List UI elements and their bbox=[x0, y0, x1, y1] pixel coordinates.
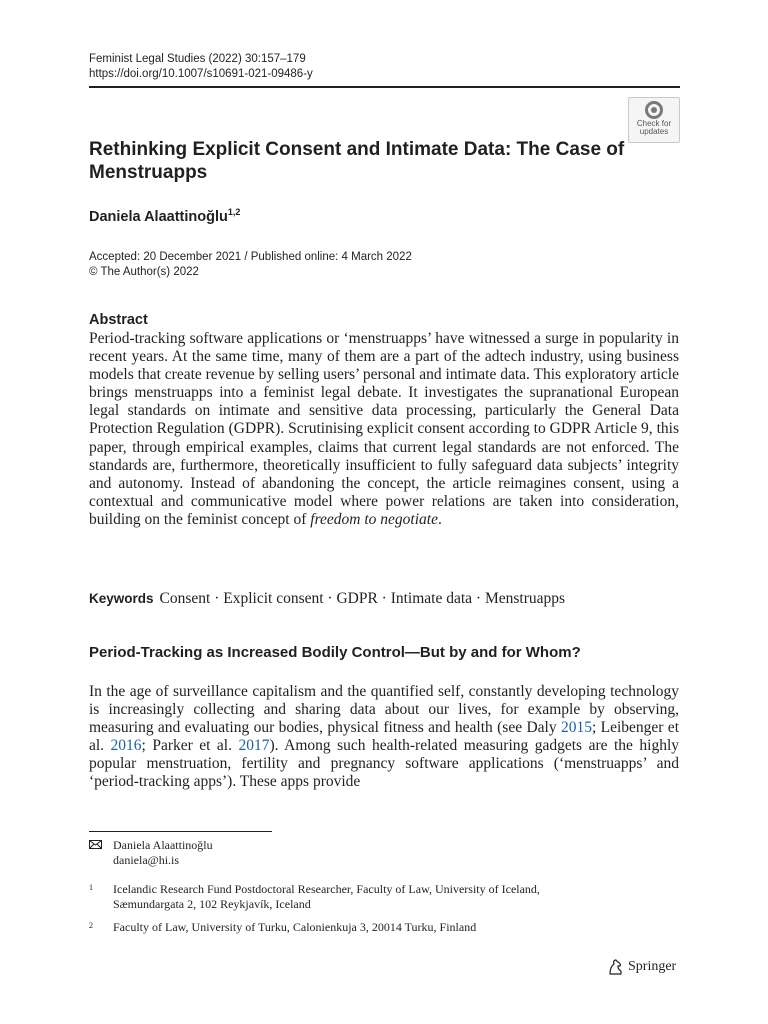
copyright: © The Author(s) 2022 bbox=[89, 266, 199, 278]
publication-dates bbox=[89, 250, 412, 280]
para-text-2: ; Leibenger et al. bbox=[89, 719, 679, 755]
abstract-end: . bbox=[437, 510, 442, 528]
article-title: Rethinking Explicit Consent and Intimate Data: The Case of Menstruapps bbox=[89, 139, 625, 183]
author-line bbox=[89, 207, 240, 225]
abstract-body: Period-tracking software applications or ‘menstruapps’ have witnessed a surge in popularity in recent years. At the same time, many of them are a part of the adtech industry, using business models that create revenue by selling users’ personal and intimate data. This exploratory article brings menstruapps into a feminist legal debate. It investigates the supranational European legal standards on intimate and sensitive data processing, particularly the General Data Protection Regulation (GDPR). Scrutinising explicit consent according to GDPR Article 9, this paper, through empirical examples, claims that current legal standards are not enforced. The standards are, furthermore, theoretically insufficient to fully safeguard data subjects’ integrity and autonomy. Instead of abandoning the concept, the article reimagines consent, using a contextual and communicative model where power relations are taken into consideration, building on the feminist concept of bbox=[89, 330, 679, 528]
abstract-italic-term: freedom to negotiate bbox=[310, 510, 438, 528]
citation-link-leibenger[interactable]: 2016 bbox=[110, 737, 142, 755]
abstract-heading: Abstract bbox=[89, 312, 148, 328]
crossmark-icon bbox=[645, 101, 663, 119]
keywords-list: Consent · Explicit consent · GDPR · Intimate data · Menstruapps bbox=[159, 590, 566, 607]
badge-line-2: updates bbox=[639, 127, 669, 136]
para-text-3: ; Parker et al. bbox=[141, 737, 239, 755]
contact-email[interactable]: daniela@hi.is bbox=[113, 853, 180, 867]
journal-header bbox=[89, 52, 313, 82]
accepted-published: Accepted: 20 December 2021 / Published online: 4 March 2022 bbox=[89, 251, 412, 263]
springer-horse-icon bbox=[606, 958, 624, 976]
author-affiliation-marks[interactable]: 1,2 bbox=[227, 207, 241, 217]
doi-link[interactable]: https://doi.org/10.1007/s10691-021-09486-y bbox=[89, 68, 313, 80]
citation-link-daly[interactable]: 2015 bbox=[560, 719, 592, 737]
check-for-updates-badge[interactable] bbox=[628, 97, 680, 143]
footnote-2-number: 2 bbox=[89, 921, 93, 930]
section-paragraph bbox=[89, 683, 679, 792]
footnote-1-line-1: Icelandic Research Fund Postdoctoral Researcher, Faculty of Law, University of Iceland, bbox=[113, 882, 540, 896]
journal-citation: Feminist Legal Studies (2022) 30:157–179 bbox=[89, 53, 306, 65]
envelope-icon bbox=[89, 840, 102, 849]
para-text-1: In the age of surveillance capitalism and the quantified self, constantly developing technology is increasingly collecting and sharing data about our lives, for example by observing, measuring and evaluating our bodies, physical fitness and health (see Daly bbox=[89, 683, 679, 737]
para-text-4: ). Among such health-related measuring gadgets are the highly popular menstruation, fertility and pregnancy software applications (‘menstruapps’ and ‘period-tracking apps’). These apps provide bbox=[89, 737, 679, 791]
badge-line-1: Check for bbox=[636, 119, 672, 128]
author-name: Daniela Alaattinoğlu bbox=[89, 208, 228, 225]
footnote-2-text: Faculty of Law, University of Turku, Calonienkuja 3, 20014 Turku, Finland bbox=[113, 920, 477, 934]
publisher-name: Springer bbox=[628, 959, 677, 974]
footnote-rule bbox=[89, 831, 272, 832]
section-heading: Period-Tracking as Increased Bodily Control—But by and for Whom? bbox=[89, 644, 581, 661]
keywords-label: Keywords bbox=[89, 591, 154, 606]
footnote-1-line-2: Sæmundargata 2, 102 Reykjavík, Iceland bbox=[113, 897, 311, 911]
publisher-logo bbox=[606, 958, 676, 976]
footnote-1-number: 1 bbox=[89, 883, 93, 892]
contact-name: Daniela Alaattinoğlu bbox=[113, 838, 213, 852]
header-rule bbox=[89, 86, 680, 88]
keywords bbox=[89, 590, 565, 608]
abstract-text bbox=[89, 330, 679, 529]
citation-link-parker[interactable]: 2017 bbox=[238, 737, 270, 755]
